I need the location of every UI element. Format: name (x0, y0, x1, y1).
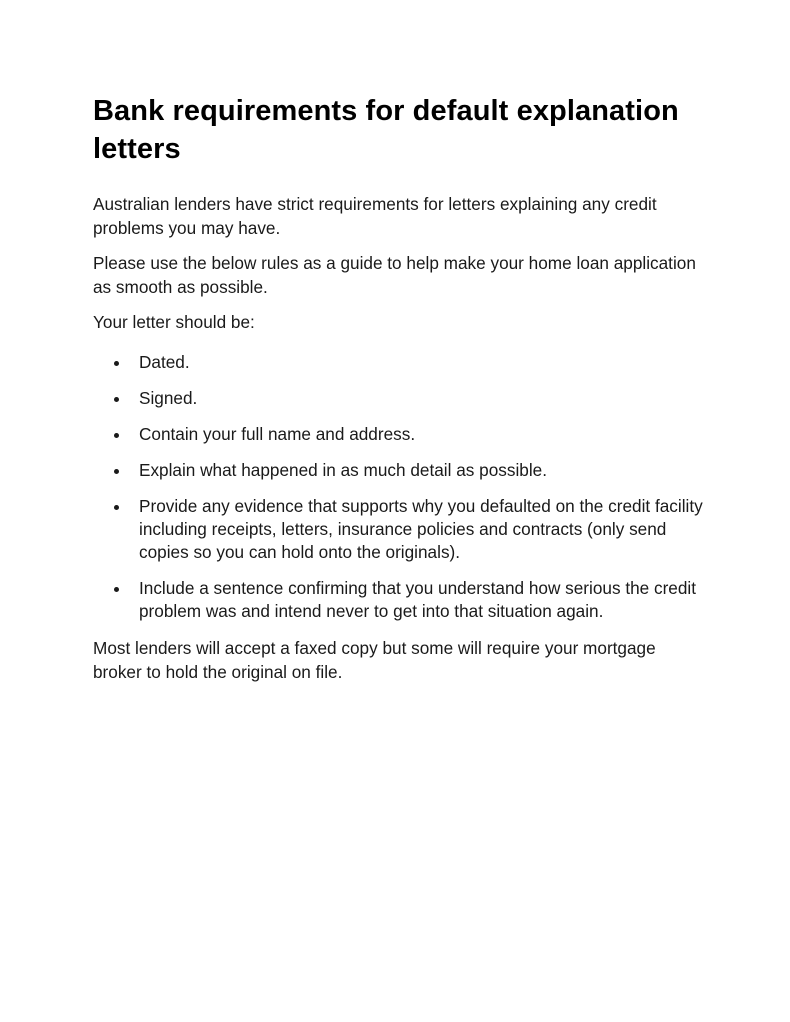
list-item-text: Dated. (139, 352, 190, 372)
list-item-text: Provide any evidence that supports why you defaulted on the credit facility including receipts, letters, insurance policies and contracts (only send copies so you can hold onto the originals). (139, 496, 703, 562)
list-item (93, 423, 703, 446)
list-item-text: Contain your full name and address. (139, 424, 416, 444)
bullet-icon (114, 505, 119, 510)
bullet-icon (114, 433, 119, 438)
list-item (93, 495, 703, 564)
closing-paragraph: Most lenders will accept a faxed copy but some will require your mortgage broker to hold the original on file. (93, 638, 656, 682)
list-item-text: Explain what happened in as much detail as possible. (139, 460, 547, 480)
list-item (93, 351, 703, 374)
list-item (93, 459, 703, 482)
list-item-text: Signed. (139, 388, 198, 408)
bullet-icon (114, 361, 119, 366)
guide-paragraph: Please use the below rules as a guide to help make your home loan application as smooth as possible. (93, 253, 696, 297)
document-page (93, 92, 703, 684)
bullet-icon (114, 469, 119, 474)
list-item-text: Include a sentence confirming that you understand how serious the credit problem was and intend never to get into that situation again. (139, 578, 697, 621)
list-item (93, 387, 703, 410)
lead-in-paragraph: Your letter should be: (93, 312, 255, 332)
requirements-list (93, 351, 703, 623)
bullet-icon (114, 587, 119, 592)
intro-paragraph: Australian lenders have strict requirements for letters explaining any credit problems you may have. (93, 194, 657, 238)
bullet-icon (114, 397, 119, 402)
list-item (93, 577, 703, 623)
page-title: Bank requirements for default explanation letters (93, 95, 679, 165)
